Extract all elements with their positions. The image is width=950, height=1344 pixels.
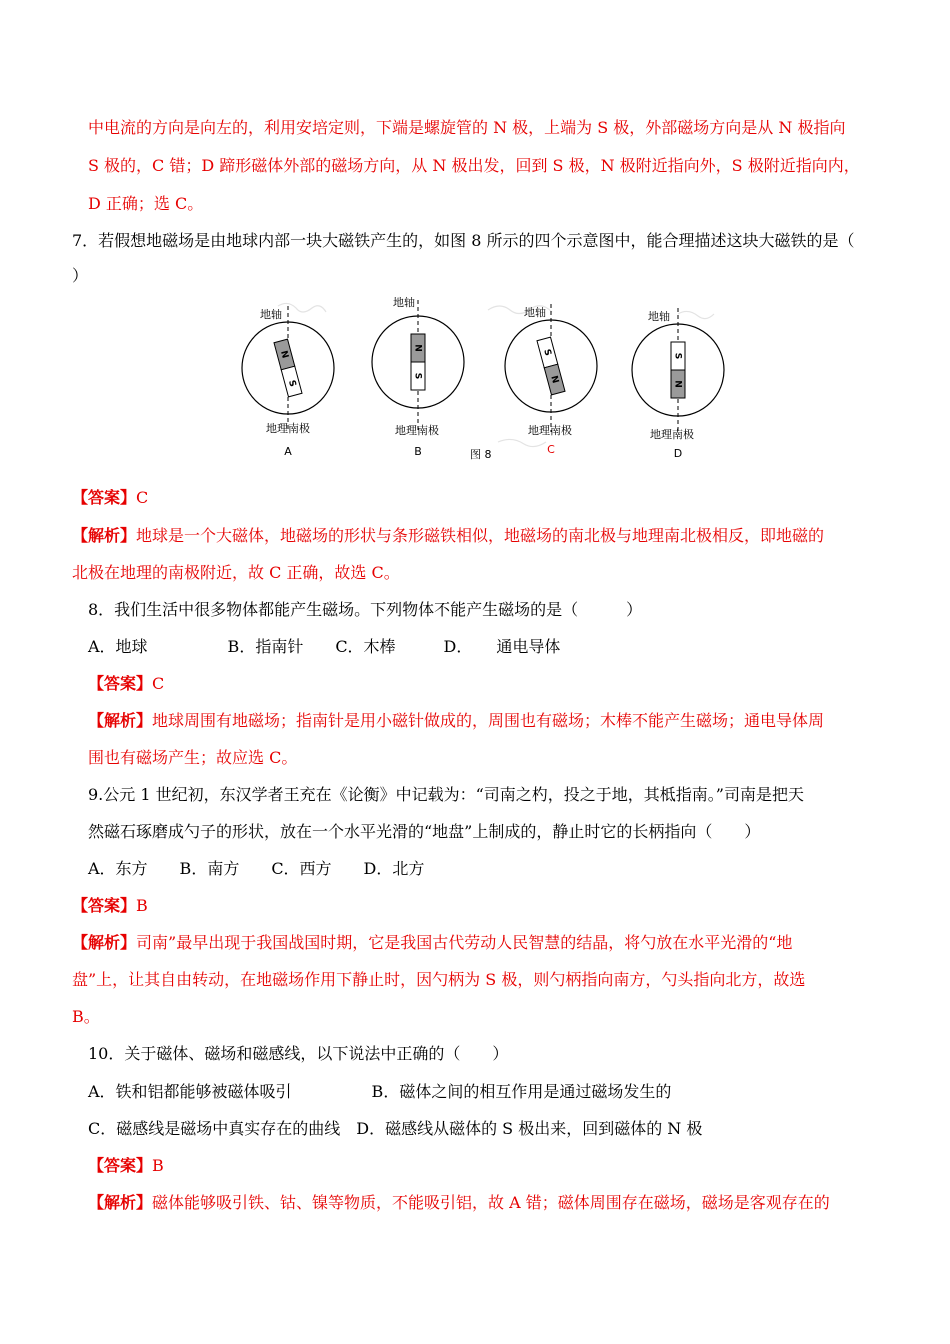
pole-label-n: N: [548, 374, 560, 385]
explanation-9-line-2: 盘”上，让其自由转动，在地磁场作用下静止时，因勺柄为 S 极，则勺柄指向南方，勺头指向北方，故选: [72, 970, 806, 989]
option-label-b: B: [414, 445, 422, 458]
explanation-10-line-1: [88, 1192, 830, 1214]
explanation-tag: 【解析】: [72, 526, 137, 545]
earth-axis-label: 地轴: [393, 296, 415, 309]
explanation-9-line-1: [72, 932, 792, 954]
answer-tag: 【答案】: [72, 488, 137, 507]
explanation-tag: 【解析】: [88, 1193, 153, 1212]
geographic-south-label: 地理南极: [395, 424, 439, 437]
figure-caption: 图 8: [470, 448, 492, 461]
answer-value: C: [152, 674, 165, 693]
answer-value: B: [136, 896, 148, 915]
pole-label-n: N: [412, 344, 423, 352]
answer-10: [88, 1155, 164, 1177]
explanation-tag: 【解析】: [88, 711, 153, 730]
question-9-line-1: 9.公元 1 世纪初，东汉学者王充在《论衡》中记载为：“司南之杓，投之于地，其柢指南。”司南是把天: [88, 785, 804, 804]
option-a-diagram: [242, 306, 334, 458]
pole-label-s: S: [285, 379, 298, 389]
question-8-options: A．地球 B．指南针 C．木棒 D． 通电导体: [88, 637, 561, 656]
pole-label-n: N: [278, 349, 290, 360]
pole-label-s: S: [541, 348, 553, 358]
explanation-9-line-3: B。: [72, 1007, 100, 1026]
answer-tag: 【答案】: [88, 674, 153, 693]
explanation-7-line-1: [72, 525, 824, 547]
prev-explanation-line-2: S 极的，C 错；D 蹄形磁体外部的磁场方向，从 N 极出发，回到 S 极，N 极附近指向外，S 极附近指向内，: [88, 156, 860, 175]
explanation-text: 司南”最早出现于我国战国时期，它是我国古代劳动人民智慧的结晶，将勺放在水平光滑的“地: [136, 933, 793, 952]
prev-explanation-line-3: D 正确；选 C。: [88, 194, 204, 213]
explanation-tag: 【解析】: [72, 933, 137, 952]
answer-tag: 【答案】: [88, 1156, 153, 1175]
bar-magnet: [537, 337, 565, 395]
question-7-paren: ）: [72, 266, 89, 285]
bar-magnet: [671, 342, 685, 398]
pole-label-s: S: [672, 352, 683, 360]
option-label-a: A: [284, 445, 292, 458]
earth-axis-label: 地轴: [524, 306, 546, 319]
bar-magnet: [274, 339, 302, 397]
option-label-d: D: [673, 447, 683, 460]
figure-8: [238, 292, 728, 470]
earth-axis-label: 地轴: [260, 308, 282, 321]
explanation-text: 地球周围有地磁场；指南针是用小磁针做成的，周围也有磁场；木棒不能产生磁场；通电导体周: [152, 711, 825, 730]
question-10-text: 10．关于磁体、磁场和磁感线，以下说法中正确的（ ）: [88, 1044, 509, 1063]
explanation-8-line-1: [88, 710, 824, 732]
explanation-8-line-2: 围也有磁场产生；故应选 C。: [88, 748, 298, 767]
question-10-options-ab: A．铁和铝都能够被磁体吸引 B．磁体之间的相互作用是通过磁场发生的: [88, 1082, 672, 1101]
geographic-south-label: 地理南极: [528, 424, 572, 437]
answer-tag: 【答案】: [72, 896, 137, 915]
answer-value: B: [152, 1156, 164, 1175]
option-c-diagram: [505, 304, 597, 456]
answer-9: [72, 895, 148, 917]
question-10-options-cd: C．磁感线是磁场中真实存在的曲线 D．磁感线从磁体的 S 极出来，回到磁体的 N 极: [88, 1119, 703, 1138]
pole-label-n: N: [672, 380, 683, 388]
watermark-scribble: [278, 303, 714, 446]
explanation-7-line-2: 北极在地理的南极附近，故 C 正确，故选 C。: [72, 563, 400, 582]
question-9-line-2: 然磁石琢磨成勺子的形状，放在一个水平光滑的“地盘”上制成的，静止时它的长柄指向（ ）: [88, 822, 761, 841]
earth-axis-label: 地轴: [648, 310, 670, 323]
option-b-diagram: [372, 295, 464, 458]
explanation-text: 地球是一个大磁体，地磁场的形状与条形磁铁相似，地磁场的南北极与地理南北极相反，即地磁的: [136, 526, 825, 545]
option-d-diagram: [632, 308, 724, 460]
figure-8-diagram: [238, 292, 728, 470]
geographic-south-label: 地理南极: [650, 428, 694, 441]
pole-label-s: S: [412, 372, 423, 380]
answer-8: [88, 673, 164, 695]
question-9-options: A．东方 B．南方 C．西方 D．北方: [88, 859, 425, 878]
explanation-text: 磁体能够吸引铁、钴、镍等物质，不能吸引铝，故 A 错；磁体周围存在磁场，磁场是客观存在的: [152, 1193, 830, 1212]
option-label-c: C: [547, 443, 555, 456]
answer-7: [72, 487, 148, 509]
prev-explanation-line-1: 中电流的方向是向左的，利用安培定则，下端是螺旋管的 N 极，上端为 S 极，外部磁场方向是从 N 极指向: [88, 118, 846, 137]
question-7-text: 7．若假想地磁场是由地球内部一块大磁铁产生的，如图 8 所示的四个示意图中，能合理描述这块大磁铁的是（: [72, 231, 855, 250]
answer-value: C: [136, 488, 149, 507]
question-8-text: 8．我们生活中很多物体都能产生磁场。下列物体不能产生磁场的是（ ）: [88, 600, 643, 619]
bar-magnet: [411, 334, 425, 390]
geographic-south-label: 地理南极: [266, 422, 310, 435]
